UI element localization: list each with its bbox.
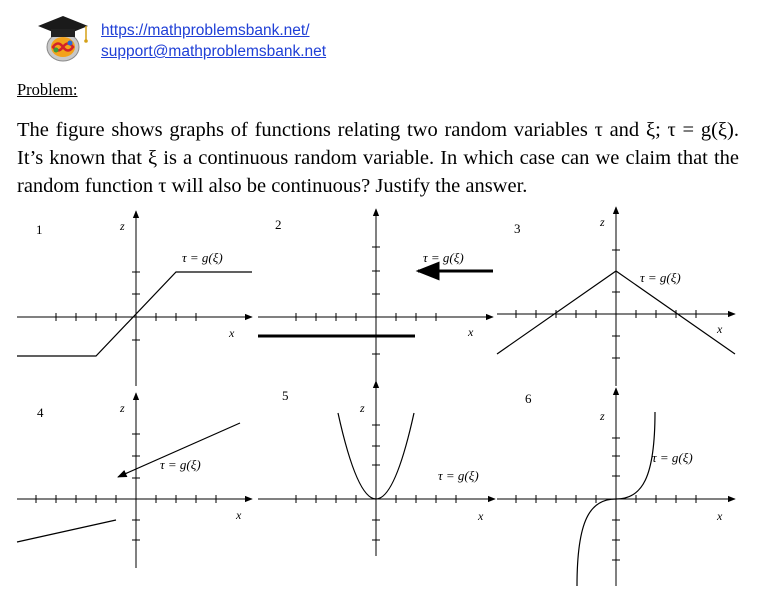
- panel-2: [258, 209, 493, 386]
- z-axis-label: z: [120, 219, 125, 233]
- function-label: τ = g(ξ): [652, 450, 693, 465]
- function-graphs-figure: [0, 200, 757, 592]
- function-label: τ = g(ξ): [423, 250, 464, 265]
- function-label: τ = g(ξ): [160, 457, 201, 472]
- problem-statement: The figure shows graphs of functions relating two random variables τ and ξ; τ = g(ξ). It’s known that ξ is a continuous random variable. In which case can we claim that the random function τ will also be continuous? Justify the answer.: [17, 119, 739, 197]
- z-axis-label: z: [360, 401, 365, 415]
- z-axis-label: z: [600, 409, 605, 423]
- function-label: τ = g(ξ): [640, 270, 681, 285]
- panel-number: 1: [36, 222, 43, 237]
- x-axis-label: x: [717, 509, 723, 523]
- panel-5: [258, 381, 495, 556]
- x-axis-label: x: [236, 508, 242, 522]
- panel-3: [497, 207, 735, 386]
- x-axis-label: x: [468, 325, 474, 339]
- x-axis-label: x: [717, 322, 723, 336]
- panel-number: 6: [525, 391, 532, 406]
- panel-4: [17, 393, 252, 568]
- function-label: τ = g(ξ): [438, 468, 479, 483]
- x-axis-label: x: [229, 326, 235, 340]
- panel-number: 4: [37, 405, 44, 420]
- panel-6: [497, 388, 735, 586]
- function-label: τ = g(ξ): [182, 250, 223, 265]
- mathproblemsbank-logo: [36, 12, 90, 62]
- problem-label: Problem:: [17, 80, 78, 99]
- panel-number: 3: [514, 221, 521, 236]
- email-link[interactable]: support@mathproblemsbank.net: [101, 43, 327, 60]
- panel-1: [17, 211, 252, 386]
- website-link[interactable]: https://mathproblemsbank.net/: [101, 22, 310, 39]
- z-axis-label: z: [120, 401, 125, 415]
- x-axis-label: x: [478, 509, 484, 523]
- panel-number: 5: [282, 388, 289, 403]
- panel-number: 2: [275, 217, 282, 232]
- header-links: [101, 20, 326, 62]
- z-axis-label: z: [600, 215, 605, 229]
